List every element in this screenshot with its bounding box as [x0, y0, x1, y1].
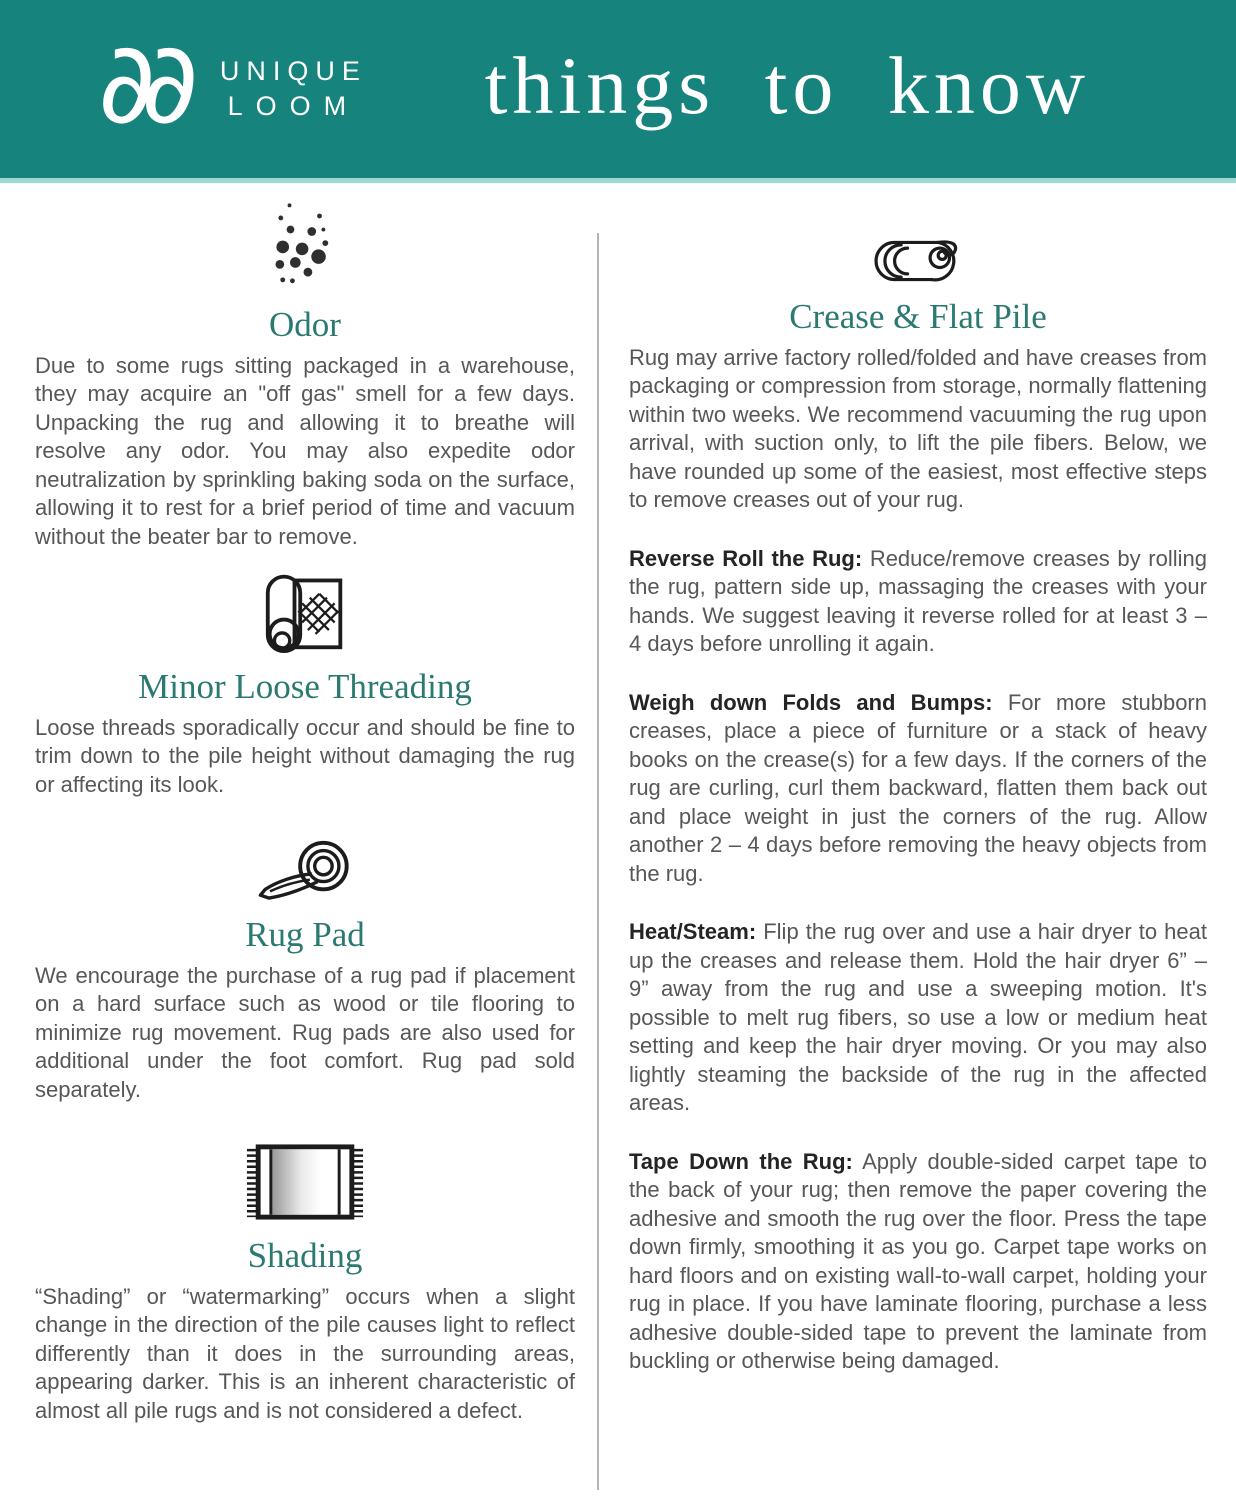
section-odor — [35, 201, 575, 551]
section-heading: Shading — [247, 1236, 363, 1275]
tip-text: For more stubborn creases, place a piece of furniture or a stack of heavy books on the crease(s) for a few days. If the corners of the rug are curling, curl them backward, flatten them back out and place weight in just the corners of the rug. Allow another 2 – 4 days before removing the heavy objects from the rug. — [629, 689, 1207, 886]
tip-text: Reduce/remove creases by rolling the rug, pattern side up, massaging the creases with your hands. We suggest leaving it reverse rolled for at least 3 – 4 days before unrolling it again. — [629, 545, 1207, 656]
section-shading — [35, 1142, 575, 1425]
section-body: We encourage the purchase of a rug pad if placement on a hard surface such as wood or tile flooring to minimize rug movement. Rug pads are also used for additional under the foot comfort. Rug pad sold separately. — [35, 962, 575, 1102]
section-intro: Rug may arrive factory rolled/folded and have creases from packaging or compression from storage, normally flattening within two weeks. We recommend vacuuming the rug upon arrival, with suction only, to lift the pile fibers. Below, we have rounded up some of the easiest, most effective steps to remove creases out of your rug. — [629, 344, 1207, 512]
tip-weigh-down — [629, 689, 1207, 889]
header-band — [0, 0, 1236, 183]
page-title: things to know — [484, 40, 1091, 131]
section-heading: Minor Loose Threading — [138, 667, 472, 706]
left-column — [35, 183, 575, 1425]
tip-text: Apply double-sided carpet tape to the back of your rug; then remove the paper covering the adhesive and smooth the rug over the floor. Press the tape down firmly, smoothing it as you go. Carpet tape works on hard floors and on existing wall-to-wall carpet, holding your rug in place. If you have laminate flooring, purchase a less adhesive double-sided tape to prevent the laminate from buckling or otherwise being damaged. — [629, 1148, 1207, 1373]
tip-reverse-roll — [629, 545, 1207, 659]
section-body: “Shading” or “watermarking” occurs when a slight change in the direction of the pile causes light to reflect differently than it does in the surrounding areas, appearing darker. This is an inherent characteristic of almost all pile rugs and is not considered a defect. — [35, 1283, 575, 1423]
section-heading: Crease & Flat Pile — [789, 297, 1047, 336]
tip-label: Heat/Steam: — [629, 919, 757, 944]
section-minor-loose-threading — [35, 569, 575, 799]
column-divider — [597, 233, 599, 1490]
rolled-rug-crosshatch-icon — [263, 569, 347, 653]
content-columns — [0, 183, 1236, 1425]
tip-text: Flip the rug over and use a hair dryer to heat up the creases and release them. Hold the hair dryer 6” – 9” away from the rug and use a sweeping motion. It's possible to melt rug fibers, so use a low or medium heat setting and keep the hair dryer moving. Or you may also lightly steaming the backside of the rug in the affected areas. — [629, 919, 1207, 1115]
section-body: Due to some rugs sitting packaged in a warehouse, they may acquire an "off gas" smell for a few days. Unpacking the rug and allowing it to breathe will resolve any odor. You may also expedite odor neutralization by sprinkling baking soda on the surface, allowing it to rest for a brief period of time and vacuum without the beater bar to remove. — [35, 352, 575, 549]
section-heading: Rug Pad — [245, 915, 365, 954]
tip-tape-down — [629, 1148, 1207, 1376]
odor-speckles-icon — [275, 201, 335, 291]
section-heading: Odor — [269, 305, 341, 344]
rolled-rug-side-icon — [872, 239, 964, 283]
brand-line-unique: UNIQUE — [219, 56, 367, 86]
section-body: Loose threads sporadically occur and should be fine to trim down to the pile height without damaging the rug or affecting its look. — [35, 714, 575, 797]
tip-label: Tape Down the Rug: — [629, 1148, 853, 1174]
unique-loom-logo-icon: ∂∂ — [98, 19, 184, 149]
brand-line-loom: LOOM — [227, 91, 360, 121]
rug-pad-roll-icon — [257, 837, 353, 901]
section-crease-flat-pile — [629, 239, 1207, 1376]
tip-heat-steam — [629, 918, 1207, 1118]
brand-wordmark — [220, 58, 367, 120]
tip-label: Reverse Roll the Rug: — [629, 545, 863, 571]
fringed-rug-shading-icon — [244, 1142, 366, 1222]
right-column — [629, 183, 1207, 1425]
tip-label: Weigh down Folds and Bumps: — [629, 689, 993, 715]
section-rug-pad — [35, 837, 575, 1104]
